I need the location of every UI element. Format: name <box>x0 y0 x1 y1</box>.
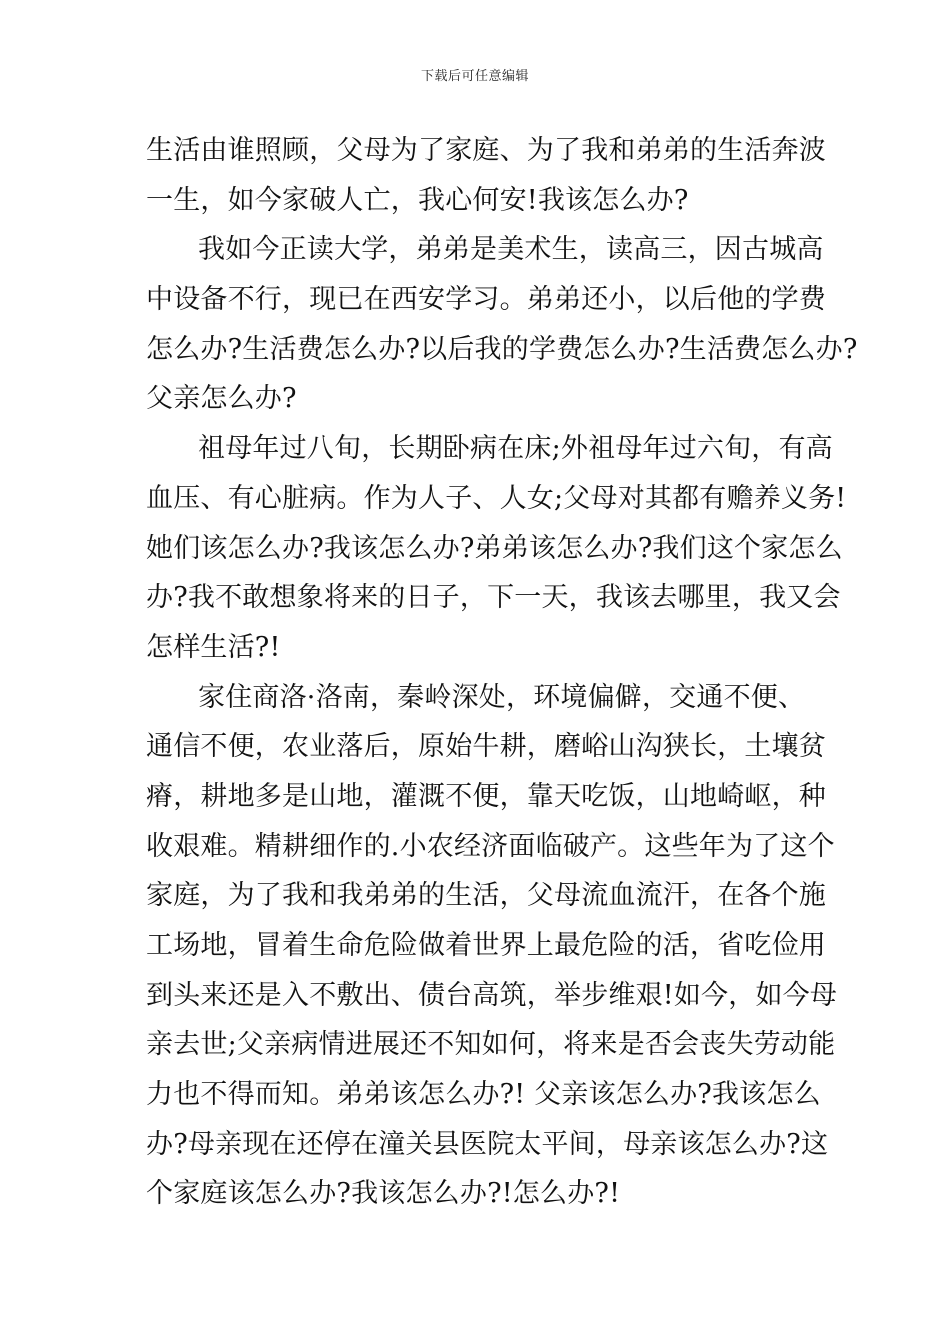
text-line: 生活由谁照顾，父母为了家庭、为了我和弟弟的生活奔波 <box>146 135 826 166</box>
paragraph-start-line: 我如今正读大学，弟弟是美术生，读高三，因古城高 <box>198 234 824 266</box>
text-line: 怎么办?生活费怎么办?以后我的学费怎么办?生活费怎么办? <box>146 333 858 365</box>
text-line: 中设备不行，现已在西安学习。弟弟还小，以后他的学费 <box>146 284 826 316</box>
body-text <box>146 126 858 1219</box>
text-line: 到头来还是入不敷出、债台高筑，举步维艰!如今，如今母 <box>146 979 838 1011</box>
text-line: 工场地，冒着生命危险做着世界上最危险的活，省吃俭用 <box>146 930 826 961</box>
text-line: 血压、有心脏病。作为人子、人女;父母对其都有赡养义务! <box>146 482 847 514</box>
text-line: 瘠，耕地多是山地，灌溉不便，靠天吃饭，山地崎岖，种 <box>146 780 826 812</box>
text-line: 家庭，为了我和我弟弟的生活，父母流血流汗，在各个施 <box>146 880 826 912</box>
text-line: 办?我不敢想象将来的日子，下一天，我该去哪里，我又会 <box>146 582 841 614</box>
paragraph-start-line: 家住商洛·洛南，秦岭深处，环境偏僻，交通不便、 <box>198 681 806 713</box>
text-line: 父亲怎么办? <box>146 383 297 415</box>
page-header: 下载后可任意编辑 <box>420 69 529 84</box>
text-line: 力也不得而知。弟弟该怎么办?! 父亲该怎么办?我该怎么 <box>146 1079 821 1111</box>
text-line: 亲去世;父亲病情进展还不知如何，将来是否会丧失劳动能 <box>146 1029 836 1061</box>
text-line: 通信不便，农业落后，原始牛耕，磨峪山沟狭长，土壤贫 <box>146 731 826 763</box>
text-line: 一生，如今家破人亡，我心何安!我该怎么办? <box>146 184 689 216</box>
text-line: 个家庭该怎么办?我该怎么办?!怎么办?! <box>146 1178 621 1210</box>
text-line: 办?母亲现在还停在潼关县医院太平间，母亲该怎么办?这 <box>146 1128 829 1160</box>
text-line: 怎样生活?! <box>146 631 281 663</box>
text-line: 她们该怎么办?我该怎么办?弟弟该怎么办?我们这个家怎么 <box>146 532 843 564</box>
text-line: 收艰难。精耕细作的.小农经济面临破产。这些年为了这个 <box>146 830 835 862</box>
paragraph-start-line: 祖母年过八旬，长期卧病在床;外祖母年过六旬，有高 <box>198 433 833 465</box>
